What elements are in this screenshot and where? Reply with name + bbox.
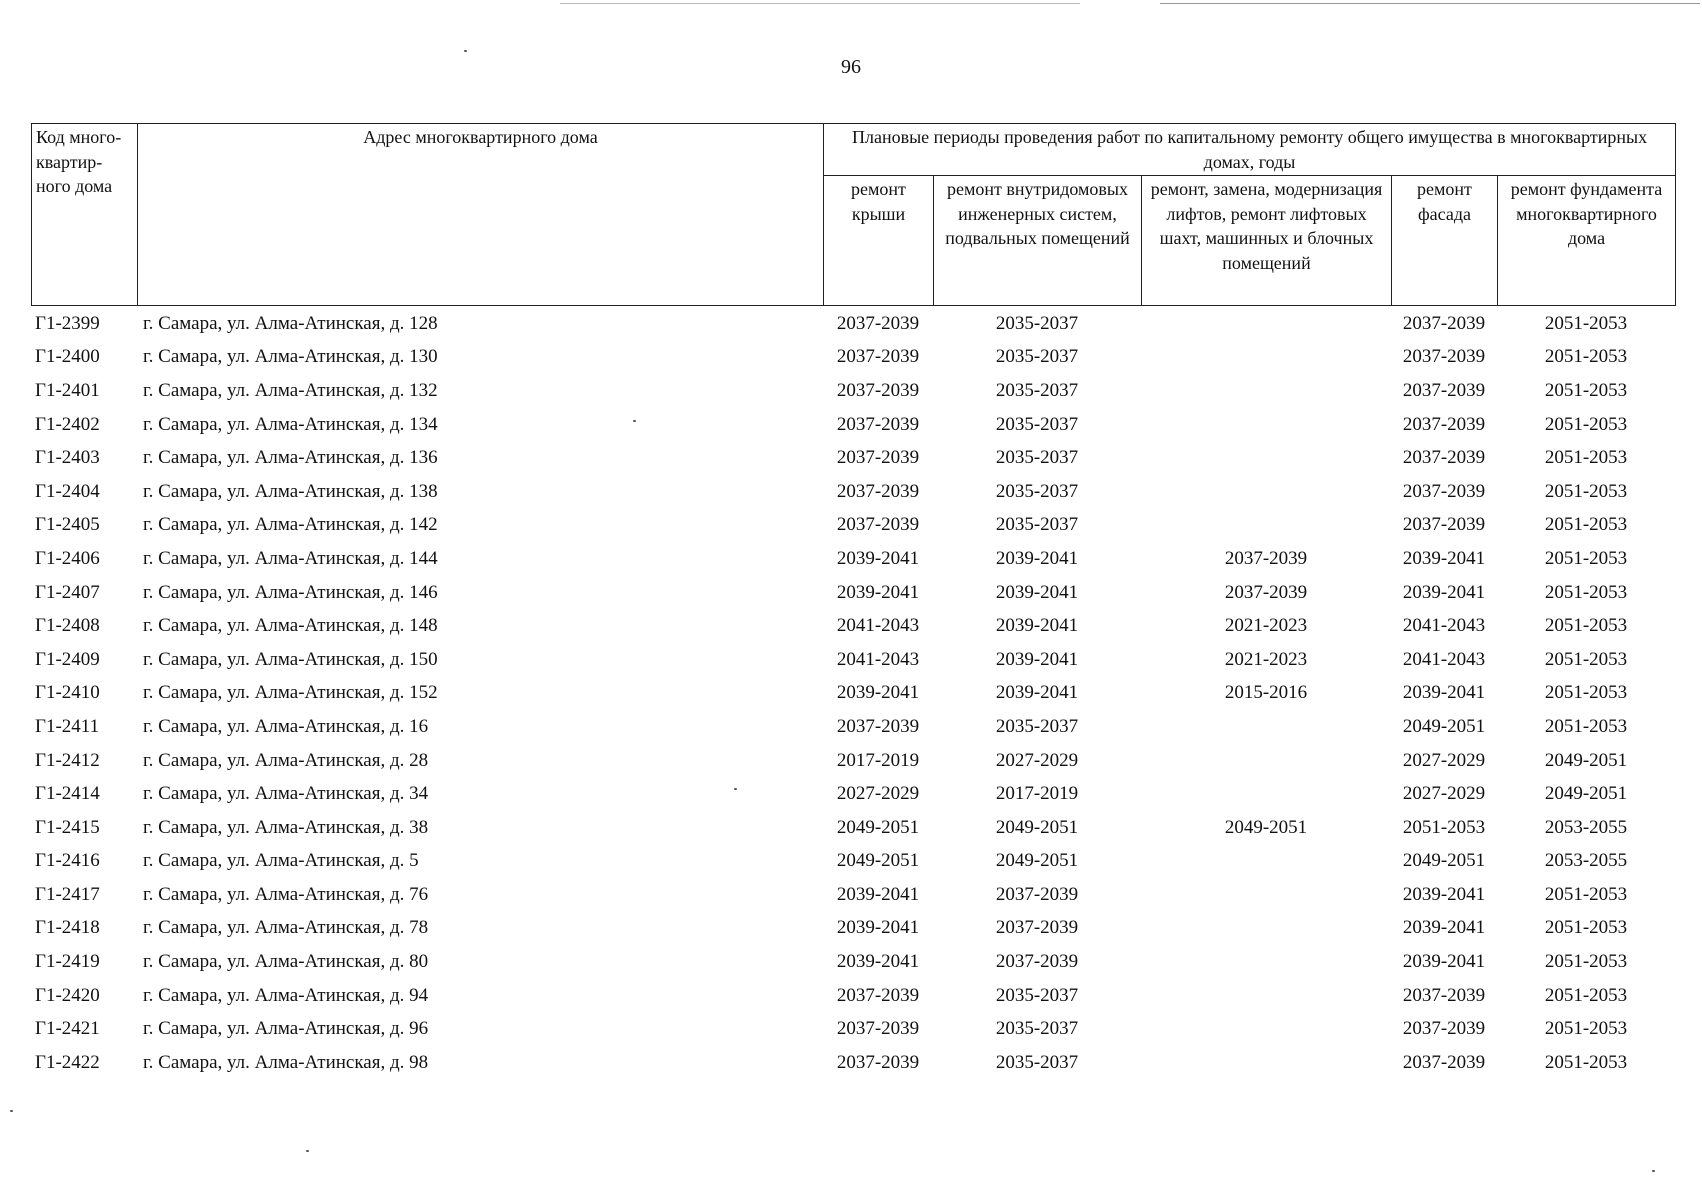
facade-period: 2049-2051: [1402, 850, 1486, 872]
foundation-period: 2051-2053: [1544, 346, 1628, 368]
systems-period: 2039-2041: [995, 682, 1079, 704]
systems-period: 2035-2037: [995, 984, 1079, 1006]
lifts-period: [1141, 777, 1391, 811]
foundation-period: 2051-2053: [1544, 1051, 1628, 1073]
table-row: [31, 1046, 1675, 1080]
lifts-period: 2021-2023: [1224, 615, 1308, 637]
foundation-period: 2051-2053: [1544, 682, 1628, 704]
scan-edge-line: [1160, 3, 1700, 4]
facade-period: 2039-2041: [1402, 581, 1486, 603]
table-row: [31, 912, 1675, 946]
table-row: [31, 374, 1675, 408]
systems-period: 2037-2039: [995, 951, 1079, 973]
roof-period: 2039-2041: [836, 682, 920, 704]
header-address: Адрес многоквартирного дома: [138, 124, 824, 306]
header-foundation: ремонт фундамента многоквартирного дома: [1498, 176, 1676, 306]
lifts-period: [1141, 1046, 1391, 1080]
table-row: [31, 945, 1675, 979]
foundation-period: 2051-2053: [1544, 1018, 1628, 1040]
systems-period: 2039-2041: [995, 547, 1079, 569]
foundation-period: 2051-2053: [1544, 883, 1628, 905]
house-address: г. Самара, ул. Алма-Атинская, д. 16: [143, 715, 429, 737]
house-address: г. Самара, ул. Алма-Атинская, д. 150: [143, 648, 438, 670]
house-address: г. Самара, ул. Алма-Атинская, д. 134: [143, 413, 438, 435]
table-row: [31, 542, 1675, 576]
scan-speck: [1652, 1170, 1655, 1172]
facade-period: 2039-2041: [1402, 917, 1486, 939]
roof-period: 2039-2041: [836, 581, 920, 603]
scan-speck: [734, 788, 737, 790]
foundation-period: 2051-2053: [1544, 514, 1628, 536]
facade-period: 2041-2043: [1402, 648, 1486, 670]
facade-period: 2039-2041: [1402, 951, 1486, 973]
systems-period: 2035-2037: [995, 1018, 1079, 1040]
roof-period: 2039-2041: [836, 917, 920, 939]
house-code: Г1-2414: [35, 783, 100, 805]
lifts-period: [1141, 341, 1391, 375]
facade-period: 2027-2029: [1402, 749, 1486, 771]
lifts-period: [1141, 1012, 1391, 1046]
lifts-period: [1141, 710, 1391, 744]
lifts-period: [1141, 979, 1391, 1013]
house-address: г. Самара, ул. Алма-Атинская, д. 34: [143, 783, 429, 805]
house-code: Г1-2411: [35, 715, 100, 737]
house-code: Г1-2418: [35, 917, 100, 939]
facade-period: 2037-2039: [1402, 1018, 1486, 1040]
header-systems: ремонт внутридомовых инженерных систем, подвальных помещений: [934, 176, 1142, 306]
table-row: [31, 878, 1675, 912]
roof-period: 2037-2039: [836, 514, 920, 536]
systems-period: 2035-2037: [995, 480, 1079, 502]
systems-period: 2035-2037: [995, 346, 1079, 368]
facade-period: 2037-2039: [1402, 447, 1486, 469]
house-code: Г1-2410: [35, 682, 100, 704]
house-code: Г1-2403: [35, 447, 100, 469]
house-code: Г1-2402: [35, 413, 100, 435]
house-address: г. Самара, ул. Алма-Атинская, д. 132: [143, 379, 438, 401]
header-lifts: ремонт, замена, модернизация лифтов, ремонт лифтовых шахт, машинных и блочных помещений: [1142, 176, 1392, 306]
lifts-period: [1141, 744, 1391, 778]
facade-period: 2037-2039: [1402, 312, 1486, 334]
systems-period: 2027-2029: [995, 749, 1079, 771]
house-code: Г1-2415: [35, 816, 100, 838]
lifts-period: 2021-2023: [1224, 648, 1308, 670]
table-row: [31, 307, 1675, 341]
foundation-period: 2051-2053: [1544, 480, 1628, 502]
foundation-period: 2051-2053: [1544, 715, 1628, 737]
house-address: г. Самара, ул. Алма-Атинская, д. 148: [143, 615, 438, 637]
systems-period: 2039-2041: [995, 615, 1079, 637]
roof-period: 2049-2051: [836, 816, 920, 838]
lifts-period: [1141, 945, 1391, 979]
house-address: г. Самара, ул. Алма-Атинская, д. 128: [143, 312, 438, 334]
systems-period: 2049-2051: [995, 816, 1079, 838]
foundation-period: 2051-2053: [1544, 379, 1628, 401]
house-code: Г1-2406: [35, 547, 100, 569]
table-row: [31, 677, 1675, 711]
roof-period: 2037-2039: [836, 1051, 920, 1073]
facade-period: 2037-2039: [1402, 346, 1486, 368]
lifts-period: [1141, 307, 1391, 341]
roof-period: 2037-2039: [836, 312, 920, 334]
house-address: г. Самара, ул. Алма-Атинская, д. 96: [143, 1018, 429, 1040]
roof-period: 2041-2043: [836, 615, 920, 637]
house-address: г. Самара, ул. Алма-Атинская, д. 130: [143, 346, 438, 368]
lifts-period: [1141, 912, 1391, 946]
house-address: г. Самара, ул. Алма-Атинская, д. 78: [143, 917, 429, 939]
scan-speck: [10, 1110, 13, 1112]
foundation-period: 2051-2053: [1544, 951, 1628, 973]
house-code: Г1-2408: [35, 615, 100, 637]
table-row: [31, 408, 1675, 442]
facade-period: 2039-2041: [1402, 547, 1486, 569]
roof-period: 2039-2041: [836, 547, 920, 569]
roof-period: 2037-2039: [836, 413, 920, 435]
house-code: Г1-2401: [35, 379, 100, 401]
lifts-period: 2037-2039: [1224, 547, 1308, 569]
foundation-period: 2049-2051: [1544, 783, 1628, 805]
roof-period: 2037-2039: [836, 984, 920, 1006]
page-number: 96: [841, 56, 861, 78]
roof-period: 2017-2019: [836, 749, 920, 771]
scan-speck: [306, 1150, 309, 1152]
house-address: г. Самара, ул. Алма-Атинская, д. 5: [143, 850, 419, 872]
roof-period: 2037-2039: [836, 1018, 920, 1040]
house-address: г. Самара, ул. Алма-Атинская, д. 136: [143, 447, 438, 469]
data-table: [31, 307, 1675, 1080]
table-row: [31, 643, 1675, 677]
table-row: [31, 811, 1675, 845]
table-header: [31, 123, 1676, 306]
house-code: Г1-2409: [35, 648, 100, 670]
foundation-period: 2051-2053: [1544, 917, 1628, 939]
systems-period: 2035-2037: [995, 514, 1079, 536]
house-code: Г1-2399: [35, 312, 100, 334]
foundation-period: 2051-2053: [1544, 447, 1628, 469]
facade-period: 2049-2051: [1402, 715, 1486, 737]
facade-period: 2037-2039: [1402, 514, 1486, 536]
header-periods: Плановые периоды проведения работ по капитальному ремонту общего имущества в многоквартирных домах, годы: [824, 124, 1676, 176]
foundation-period: 2051-2053: [1544, 648, 1628, 670]
systems-period: 2035-2037: [995, 1051, 1079, 1073]
roof-period: 2037-2039: [836, 480, 920, 502]
table-row: [31, 777, 1675, 811]
house-code: Г1-2412: [35, 749, 100, 771]
systems-period: 2035-2037: [995, 379, 1079, 401]
house-address: г. Самара, ул. Алма-Атинская, д. 144: [143, 547, 438, 569]
foundation-period: 2051-2053: [1544, 581, 1628, 603]
facade-period: 2041-2043: [1402, 615, 1486, 637]
house-code: Г1-2422: [35, 1051, 100, 1073]
table-row: [31, 845, 1675, 879]
roof-period: 2041-2043: [836, 648, 920, 670]
house-code: Г1-2405: [35, 514, 100, 536]
table-row: [31, 475, 1675, 509]
systems-period: 2037-2039: [995, 917, 1079, 939]
roof-period: 2039-2041: [836, 951, 920, 973]
facade-period: 2037-2039: [1402, 984, 1486, 1006]
table-row: [31, 744, 1675, 778]
lifts-period: 2049-2051: [1224, 816, 1308, 838]
systems-period: 2037-2039: [995, 883, 1079, 905]
house-code: Г1-2400: [35, 346, 100, 368]
house-code: Г1-2407: [35, 581, 100, 603]
facade-period: 2037-2039: [1402, 480, 1486, 502]
scan-speck: [464, 50, 467, 52]
house-address: г. Самара, ул. Алма-Атинская, д. 142: [143, 514, 438, 536]
systems-period: 2035-2037: [995, 413, 1079, 435]
lifts-period: [1141, 845, 1391, 879]
facade-period: 2039-2041: [1402, 883, 1486, 905]
foundation-period: 2053-2055: [1544, 816, 1628, 838]
foundation-period: 2051-2053: [1544, 984, 1628, 1006]
house-code: Г1-2421: [35, 1018, 100, 1040]
roof-period: 2037-2039: [836, 346, 920, 368]
table-row: [31, 576, 1675, 610]
house-code: Г1-2419: [35, 951, 100, 973]
header-roof: ремонт крыши: [824, 176, 934, 306]
lifts-period: 2015-2016: [1224, 682, 1308, 704]
systems-period: 2039-2041: [995, 581, 1079, 603]
facade-period: 2037-2039: [1402, 379, 1486, 401]
roof-period: 2027-2029: [836, 783, 920, 805]
house-address: г. Самара, ул. Алма-Атинская, д. 152: [143, 682, 438, 704]
roof-period: 2039-2041: [836, 883, 920, 905]
house-code: Г1-2404: [35, 480, 100, 502]
lifts-period: [1141, 441, 1391, 475]
house-address: г. Самара, ул. Алма-Атинская, д. 146: [143, 581, 438, 603]
systems-period: 2035-2037: [995, 312, 1079, 334]
scan-speck: [633, 420, 636, 422]
roof-period: 2037-2039: [836, 715, 920, 737]
table-row: [31, 341, 1675, 375]
table-row: [31, 609, 1675, 643]
lifts-period: [1141, 509, 1391, 543]
systems-period: 2035-2037: [995, 715, 1079, 737]
systems-period: 2017-2019: [995, 783, 1079, 805]
systems-period: 2035-2037: [995, 447, 1079, 469]
lifts-period: [1141, 878, 1391, 912]
table-row: [31, 441, 1675, 475]
facade-period: 2027-2029: [1402, 783, 1486, 805]
foundation-period: 2051-2053: [1544, 413, 1628, 435]
lifts-period: 2037-2039: [1224, 581, 1308, 603]
header-code: Код много-квартир-ного дома: [32, 124, 138, 306]
lifts-period: [1141, 475, 1391, 509]
house-address: г. Самара, ул. Алма-Атинская, д. 38: [143, 816, 429, 838]
table-row: [31, 509, 1675, 543]
facade-period: 2039-2041: [1402, 682, 1486, 704]
foundation-period: 2051-2053: [1544, 615, 1628, 637]
foundation-period: 2051-2053: [1544, 312, 1628, 334]
house-address: г. Самара, ул. Алма-Атинская, д. 28: [143, 749, 429, 771]
scan-edge-line: [560, 3, 1080, 4]
lifts-period: [1141, 408, 1391, 442]
facade-period: 2037-2039: [1402, 1051, 1486, 1073]
roof-period: 2049-2051: [836, 850, 920, 872]
table-row: [31, 979, 1675, 1013]
systems-period: 2049-2051: [995, 850, 1079, 872]
systems-period: 2039-2041: [995, 648, 1079, 670]
lifts-period: [1141, 374, 1391, 408]
foundation-period: 2051-2053: [1544, 547, 1628, 569]
house-address: г. Самара, ул. Алма-Атинская, д. 98: [143, 1051, 429, 1073]
table-row: [31, 710, 1675, 744]
facade-period: 2051-2053: [1402, 816, 1486, 838]
table-row: [31, 1012, 1675, 1046]
header-facade: ремонт фасада: [1392, 176, 1498, 306]
roof-period: 2037-2039: [836, 447, 920, 469]
house-address: г. Самара, ул. Алма-Атинская, д. 94: [143, 984, 429, 1006]
foundation-period: 2049-2051: [1544, 749, 1628, 771]
house-code: Г1-2417: [35, 883, 100, 905]
house-address: г. Самара, ул. Алма-Атинская, д. 80: [143, 951, 429, 973]
roof-period: 2037-2039: [836, 379, 920, 401]
house-code: Г1-2416: [35, 850, 100, 872]
house-code: Г1-2420: [35, 984, 100, 1006]
house-address: г. Самара, ул. Алма-Атинская, д. 76: [143, 883, 429, 905]
facade-period: 2037-2039: [1402, 413, 1486, 435]
house-address: г. Самара, ул. Алма-Атинская, д. 138: [143, 480, 438, 502]
foundation-period: 2053-2055: [1544, 850, 1628, 872]
